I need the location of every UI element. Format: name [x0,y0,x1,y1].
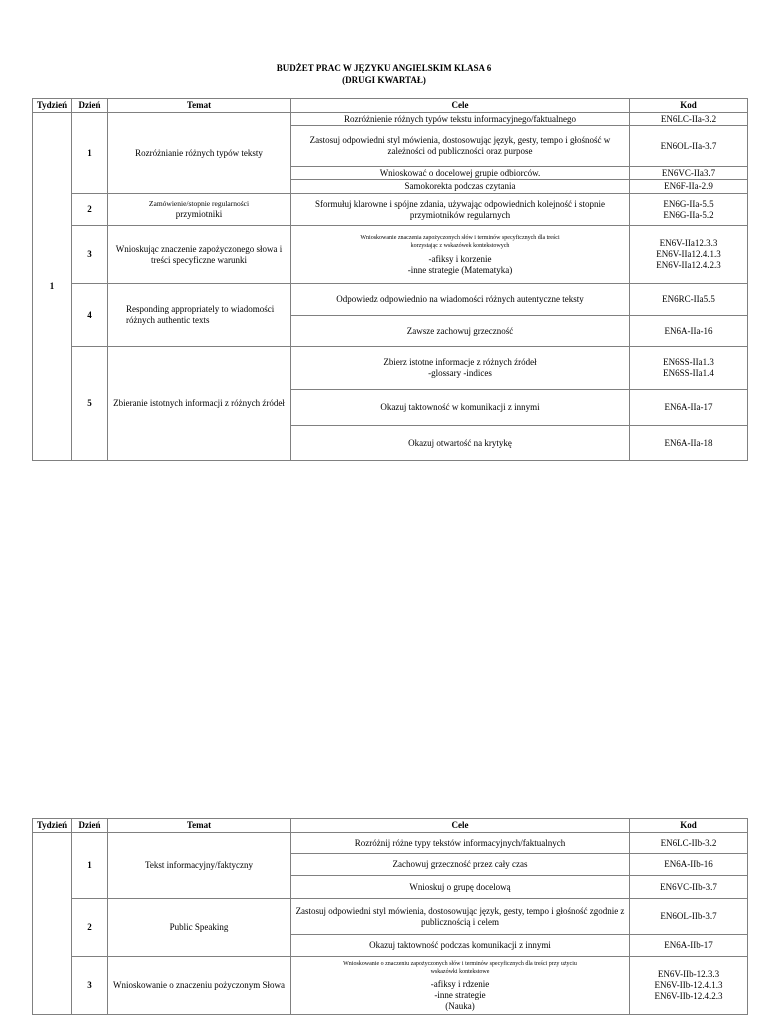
day-number: 2 [72,899,108,957]
code-cell [630,226,748,284]
goal-line: Wnioskowanie znaczenia zapożyczonych słów i terminów specyficznych dla treści [360,234,560,241]
goal-cell: Wnioskuj o grupę docelową [291,876,630,899]
goal-line: (Nauka) [445,1000,475,1011]
goal-cell: Okazuj otwartość na krytykę [291,426,630,461]
code-cell: EN6LC-IIb-3.2 [630,833,748,854]
week-cell [33,833,72,1015]
header-code: Kod [630,819,748,833]
schedule-table-week-2 [32,818,748,1015]
header-goals: Cele [291,99,630,113]
code-cell: EN6A-IIa-17 [630,390,748,426]
goal-cell: Rozróżnienie różnych typów tekstu informacyjnego/faktualnego [291,113,630,126]
header-week: Tydzień [33,99,72,113]
week-number: 1 [33,113,72,461]
topic-cell: Zbieranie istotnych informacji z różnych źródeł [108,347,291,461]
goal-cell: Odpowiedz odpowiednio na wiadomości różnych autentyczne teksty [291,284,630,316]
header-week: Tydzień [33,819,72,833]
code-cell: EN6A-IIa-18 [630,426,748,461]
day-number: 3 [72,957,108,1015]
code-line: EN6V-IIa12.4.1.3 [656,249,721,259]
code-line: EN6V-IIa12.3.3 [659,238,718,248]
goal-cell [291,347,630,390]
header-code: Kod [630,99,748,113]
header-topic: Temat [108,99,291,113]
code-line: EN6G-IIa-5.5 [663,198,714,209]
topic-cell: Rozróżnianie różnych typów teksty [108,113,291,194]
code-line: EN6V-IIa12.4.2.3 [656,260,721,270]
goal-cell [291,957,630,1015]
goal-line: -inne strategie (Matematyka) [407,264,513,275]
schedule-table-week-1 [32,98,748,461]
goal-line: -afiksy i rdzenie [430,978,490,989]
code-cell [630,194,748,226]
goal-cell: Wnioskować o docelowej grupie odbiorców. [291,167,630,180]
code-cell: EN6RC-IIa5.5 [630,284,748,316]
code-line: EN6V-IIb-12.3.3 [657,969,720,979]
code-cell: EN6A-IIa-16 [630,316,748,347]
code-cell: EN6LC-IIa-3.2 [630,113,748,126]
topic-cell: Public Speaking [108,899,291,957]
code-cell: EN6VC-IIb-3.7 [630,876,748,899]
code-line: EN6V-IIb-12.4.1.3 [654,980,723,990]
code-cell: EN6VC-IIa3.7 [630,167,748,180]
goal-cell: Zastosuj odpowiedni styl mówienia, dostosowując język, gesty, tempo i głośność zgodnie z publicznością i celem [291,899,630,935]
code-cell: EN6OL-IIb-3.7 [630,899,748,935]
topic-cell: Responding appropriately to wiadomości różnych authentic texts [108,284,291,347]
header-day: Dzień [72,99,108,113]
code-cell [630,957,748,1015]
day-number: 5 [72,347,108,461]
goal-cell: Okazuj taktowność podczas komunikacji z innymi [291,935,630,957]
code-cell [630,347,748,390]
goal-line: -glossary -indices [428,368,492,378]
day-number: 3 [72,226,108,284]
goal-cell: Zawsze zachowuj grzeczność [291,316,630,347]
topic-cell: Wnioskując znaczenie zapożyczonego słowa i treści specyficzne warunki [108,226,291,284]
goal-line: -inne strategie [434,989,486,1000]
code-line: EN6SS-IIa1.3 [663,357,714,367]
day-number: 1 [72,833,108,899]
topic-line: przymiotniki [175,209,223,219]
header-goals: Cele [291,819,630,833]
header-topic: Temat [108,819,291,833]
document-subtitle: (DRUGI KWARTAŁ) [342,75,426,85]
header-day: Dzień [72,819,108,833]
code-line: EN6G-IIa-5.2 [663,209,714,220]
topic-line: Zamówienie/stopnie regularności [148,199,250,208]
goal-line: Zbierz istotne informacje z różnych źródeł [383,357,537,367]
goal-line: wskazówki kontekstowe [430,968,490,975]
topic-cell: Wnioskowanie o znaczeniu pożyczonym Słowa [108,957,291,1015]
goal-cell: Zachowuj grzeczność przez cały czas [291,854,630,876]
topic-cell: Tekst informacyjny/faktyczny [108,833,291,899]
day-number: 4 [72,284,108,347]
code-line: EN6V-IIb-12.4.2.3 [654,991,723,1001]
goal-cell: Zastosuj odpowiedni styl mówienia, dostosowując język, gesty, tempo i głośność w zależności od publiczności oraz purpose [291,126,630,167]
document-title: BUDŻET PRAC W JĘZYKU ANGIELSKIM KLASA 6 [276,63,492,73]
goal-cell: Rozróżnij różne typy tekstów informacyjnych/faktualnych [291,833,630,854]
goal-line: korzystając z wskazówek kontekstowych [410,242,510,249]
code-cell: EN6A-IIb-16 [630,854,748,876]
code-cell: EN6F-IIa-2.9 [630,180,748,194]
goal-cell: Okazuj taktowność w komunikacji z innymi [291,390,630,426]
code-cell: EN6A-IIb-17 [630,935,748,957]
goal-cell: Sformułuj klarowne i spójne zdania, używając odpowiednich kolejność i stopnie przymiotników regularnych [291,194,630,226]
goal-cell: Samokorekta podczas czytania [291,180,630,194]
goal-cell [291,226,630,284]
goal-line: Wnioskowanie o znaczeniu zapożyczonych słów i terminów specyficznych dla treści przy użyciu [343,960,577,967]
code-cell: EN6OL-IIa-3.7 [630,126,748,167]
goal-line: -afiksy i korzenie [428,253,492,264]
topic-cell [108,194,291,226]
day-number: 2 [72,194,108,226]
code-line: EN6SS-IIa1.4 [663,368,714,378]
day-number: 1 [72,113,108,194]
